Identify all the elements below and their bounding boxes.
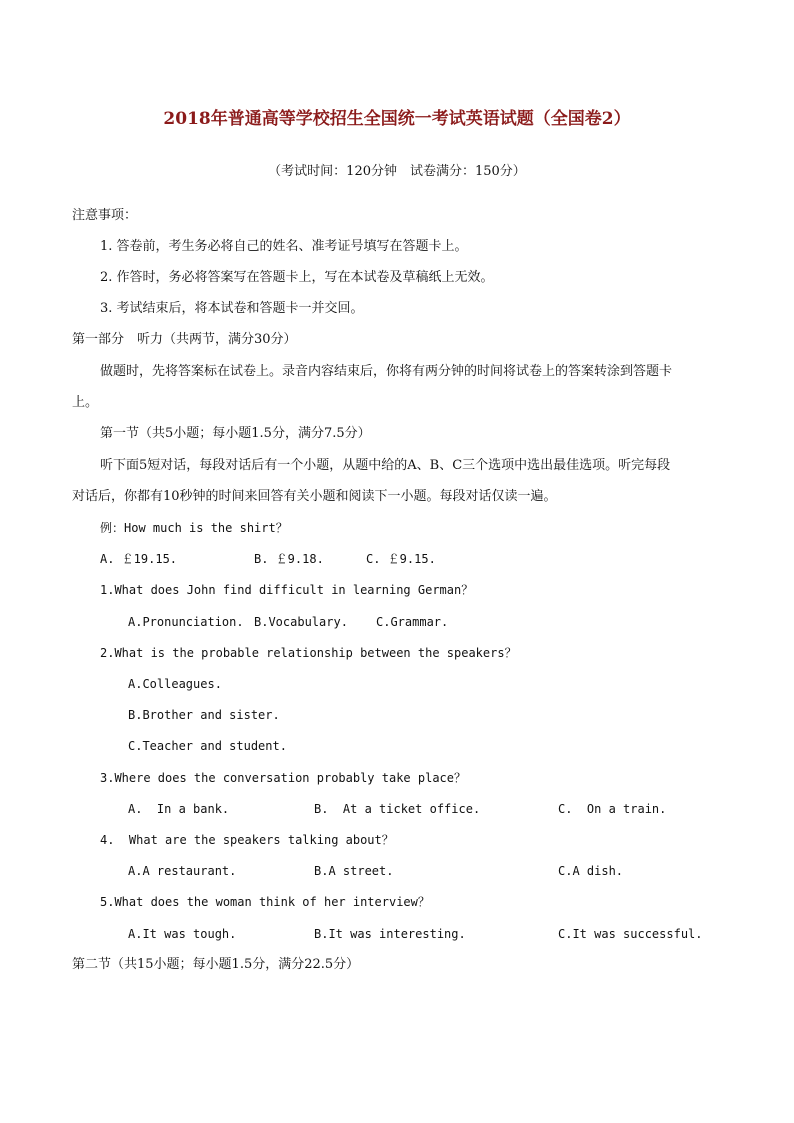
question-4-option-c: C.A dish. [558,864,624,878]
question-1-option-a: A.Pronunciation. [128,615,244,629]
section1-instructions-line2: 对话后，你都有10秒钟的时间来回答有关小题和阅读下一小题。每段对话仅读一遍。 [72,489,557,504]
note-item-2: 2. 作答时，务必将答案写在答题卡上，写在本试卷及草稿纸上无效。 [100,270,494,285]
section2-heading: 第二节（共15小题；每小题1.5分，满分22.5分） [72,957,360,972]
question-4: 4. What are the speakers talking about？ [100,833,394,847]
question-1-option-b: B.Vocabulary. [254,615,348,629]
question-5-option-a: A.It was tough. [128,927,237,941]
part1-heading: 第一部分 听力（共两节，满分30分） [72,332,297,347]
question-4-option-b: B.A street. [314,864,394,878]
example-option-c: C. ￡9.15. [366,552,436,566]
exam-title: 2018年普通高等学校招生全国统一考试英语试题（全国卷2） [163,109,631,129]
example-option-a: A. ￡19.15. [100,552,178,566]
question-2-option-b: B.Brother and sister. [128,708,280,722]
example-option-b: B. ￡9.18. [254,552,324,566]
question-1-option-c: C.Grammar. [376,615,449,629]
question-2-option-a: A.Colleagues. [128,677,222,691]
question-1: 1.What does John find difficult in learning German？ [100,583,474,597]
section1-instructions-line1: 听下面5短对话，每段对话后有一个小题，从题中给的A、B、C三个选项中选出最佳选项。听完每段 [100,458,671,473]
note-item-3: 3. 考试结束后，将本试卷和答题卡一并交回。 [100,301,364,316]
notes-heading: 注意事项： [72,208,138,223]
section1-heading: 第一节（共5小题；每小题1.5分，满分7.5分） [100,426,371,441]
question-2: 2.What is the probable relationship between the speakers？ [100,646,517,660]
question-4-option-a: A.A restaurant. [128,864,237,878]
question-3-option-c: C. On a train. [558,802,667,816]
question-5-option-b: B.It was interesting. [314,927,466,941]
part1-intro-line2: 上。 [72,395,99,410]
exam-info: （考试时间：120分钟 试卷满分：150分） [268,164,526,179]
example-question: 例：How much is the shirt？ [100,521,288,535]
question-3-option-a: A. In a bank. [128,802,230,816]
question-5-option-c: C.It was successful. [558,927,703,941]
question-3-option-b: B. At a ticket office. [314,802,481,816]
note-item-1: 1. 答卷前，考生务必将自己的姓名、准考证号填写在答题卡上。 [100,239,468,254]
question-3: 3.Where does the conversation probably take place？ [100,771,467,785]
part1-intro-line1: 做题时，先将答案标在试卷上。录音内容结束后，你将有两分钟的时间将试卷上的答案转涂到答题卡 [100,364,673,379]
question-5: 5.What does the woman think of her interview？ [100,895,430,909]
question-2-option-c: C.Teacher and student. [128,739,287,753]
